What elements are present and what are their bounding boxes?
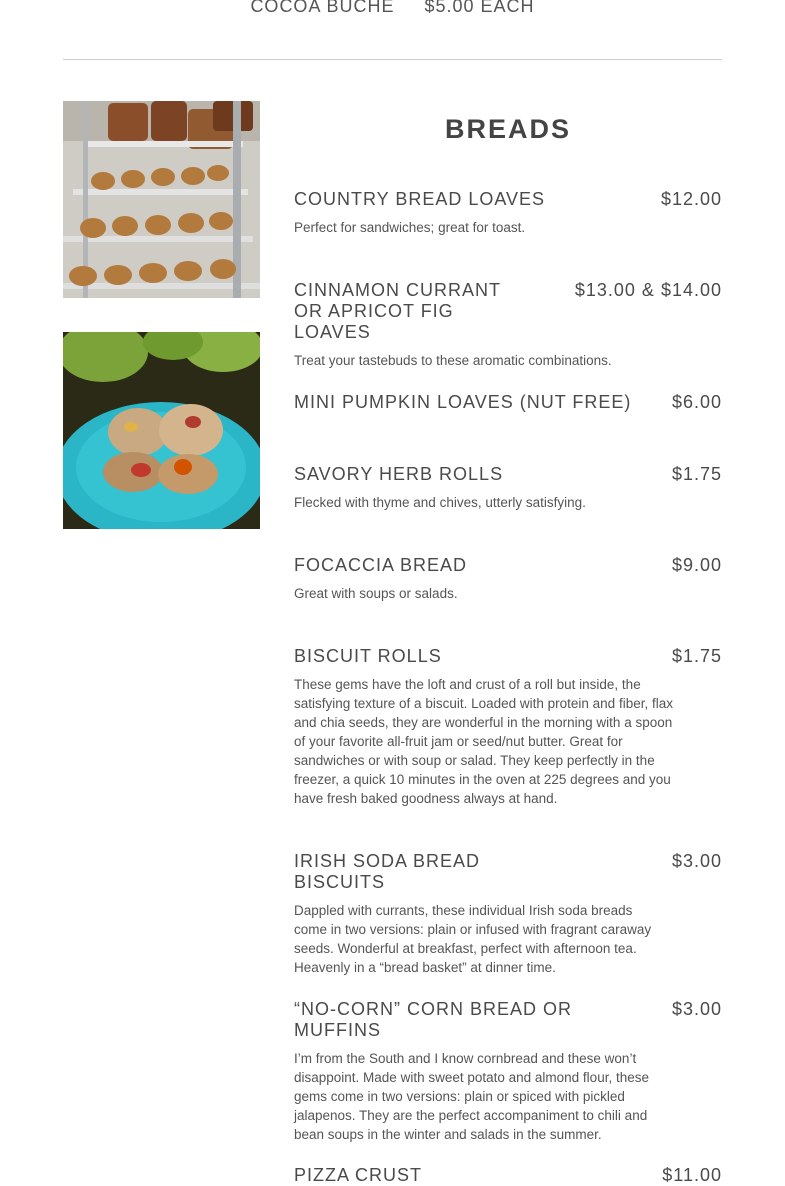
item-price: $3.00 [671,999,722,1019]
item-price: $6.00 [671,392,722,412]
top-menu-item [0,0,785,17]
item-price: $11.00 [662,1165,722,1185]
bread-rack-photo [63,101,260,298]
menu-item [294,392,722,413]
menu-item [294,280,722,370]
item-name: CINNAMON CURRANT OR APRICOT FIG LOAVES [294,280,501,342]
item-price: $1.75 [671,464,722,484]
item-description: Perfect for sandwiches; great for toast. [294,220,526,235]
section-title: BREADS [444,114,571,144]
item-description: Flecked with thyme and chives, utterly satisfying. [294,495,586,510]
item-name: BISCUIT ROLLS [294,646,442,666]
menu-item [294,189,722,237]
menu-item [294,1165,722,1186]
item-description: These gems have the loft and crust of a roll but inside, the satisfying texture of a biscuit. Loaded with protein and fiber, flax and chia seeds, they are wonderful in the morning with a spoon of your favorite all-fruit jam or seed/nut butter. Great for sandwiches or with soup or salad. They keep perfectly in the freezer, a quick 10 minutes in the oven at 225 degrees and you have fresh baked goodness always at hand. [294,677,673,806]
item-price: $9.00 [671,555,722,575]
menu-item [294,555,722,603]
item-name: “NO-CORN” CORN BREAD OR MUFFINS [294,999,572,1040]
top-item-price: $5.00 EACH [424,0,535,16]
menu-item [294,851,722,977]
menu-item [294,646,722,808]
menu-item [294,464,722,512]
item-price: $12.00 [660,189,722,209]
item-price: $3.00 [671,851,722,871]
item-name: FOCACCIA BREAD [294,555,468,575]
item-description: Great with soups or salads. [294,586,458,601]
muffins-plate-photo [63,332,260,529]
item-price: $1.75 [671,646,722,666]
item-description: Dappled with currants, these individual Irish soda breads come in two versions: plain or infused with fragrant caraway seeds. Wonderful at breakfast, perfect with afternoon tea. Heavenly in a “bread basket” at dinner time. [294,903,652,975]
section-divider [63,59,722,60]
item-description: I’m from the South and I know cornbread and these won’t disappoint. Made with sweet potato and almond flour, these gems come in two versions: plain or spiced with pickled jalapenos. They are the perfect accompaniment to chili and bean soups in the winter and salads in the summer. [294,1051,649,1142]
item-description: Treat your tastebuds to these aromatic combinations. [294,353,612,368]
item-name: IRISH SODA BREAD BISCUITS [294,851,481,892]
top-item-name: COCOA BUCHE [250,0,395,16]
item-name: SAVORY HERB ROLLS [294,464,504,484]
item-name: MINI PUMPKIN LOAVES (NUT FREE) [294,392,632,412]
menu-item [294,999,722,1144]
item-name: COUNTRY BREAD LOAVES [294,189,546,209]
item-name: PIZZA CRUST [294,1165,423,1185]
item-price: $13.00 & $14.00 [574,280,722,300]
